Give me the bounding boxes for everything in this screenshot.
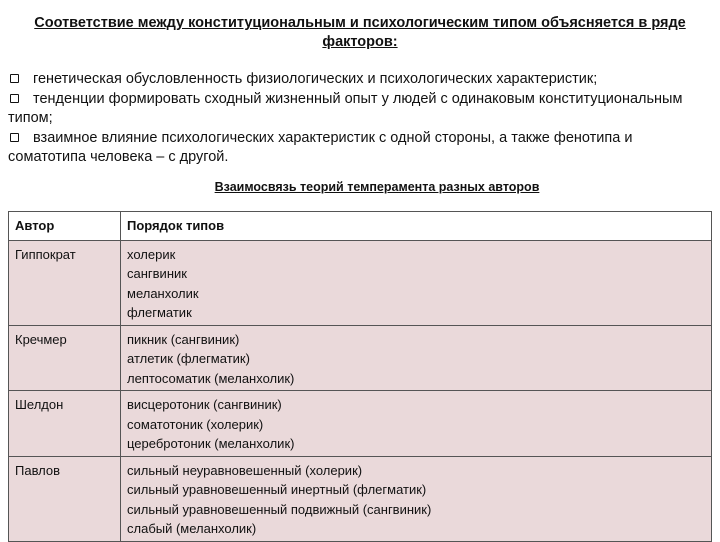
type-line: церебротоник (меланхолик) [127,436,295,451]
type-line: соматотоник (холерик) [127,416,264,432]
type-line: лептосоматик (меланхолик) [127,370,295,386]
column-header-author: Автор [9,212,121,241]
list-item-text: тенденции формировать сходный жизненный опыт у людей с одинаковым конституциональным типом; [8,90,683,126]
author-cell: Шелдон [9,391,121,457]
types-cell [121,456,712,541]
table-title: Взаимосвязь теорий темперамента разных авторов [214,180,540,194]
checkbox-bullet-icon [10,94,19,103]
author-cell: Гиппократ [9,240,121,325]
list-item-text: генетическая обусловленность физиологических и психологических характеристик; [33,71,598,87]
table-row [9,240,712,325]
type-line: атлетик (флегматик) [127,351,250,366]
types-cell [121,240,712,325]
type-line: сильный неуравновешенный (холерик) [127,462,363,478]
table-row [9,456,712,541]
type-line: холерик [127,246,176,262]
temperament-table [8,211,712,542]
types-cell [121,325,712,391]
list-item [8,90,714,129]
factor-list [8,70,714,168]
type-line: сангвиник [127,266,187,281]
list-item-text: взаимное влияние психологических характеристик с одной стороны, а также фенотипа и соматотипа человека – с другой. [8,129,633,165]
type-line: пикник (сангвиник) [127,331,240,347]
type-line: слабый (меланхолик) [127,521,257,536]
table-row [9,391,712,457]
checkbox-bullet-icon [10,74,19,83]
checkbox-bullet-icon [10,133,19,142]
type-line: сильный уравновешенный инертный (флегматик) [127,482,427,497]
type-line: сильный уравновешенный подвижный (сангвиник) [127,501,432,517]
table-row [9,325,712,391]
table-header-row [9,212,712,241]
list-item [8,70,714,90]
list-item [8,129,714,168]
column-header-types: Порядок типов [121,212,712,241]
type-line: меланхолик [127,285,199,301]
type-line: висцеротоник (сангвиник) [127,397,282,412]
author-cell: Павлов [9,456,121,541]
type-line: флегматик [127,305,192,320]
types-cell [121,391,712,457]
author-cell: Кречмер [9,325,121,391]
page-title: Соответствие между конституциональным и психологическим типом объясняется в ряде факторов: [34,15,686,50]
